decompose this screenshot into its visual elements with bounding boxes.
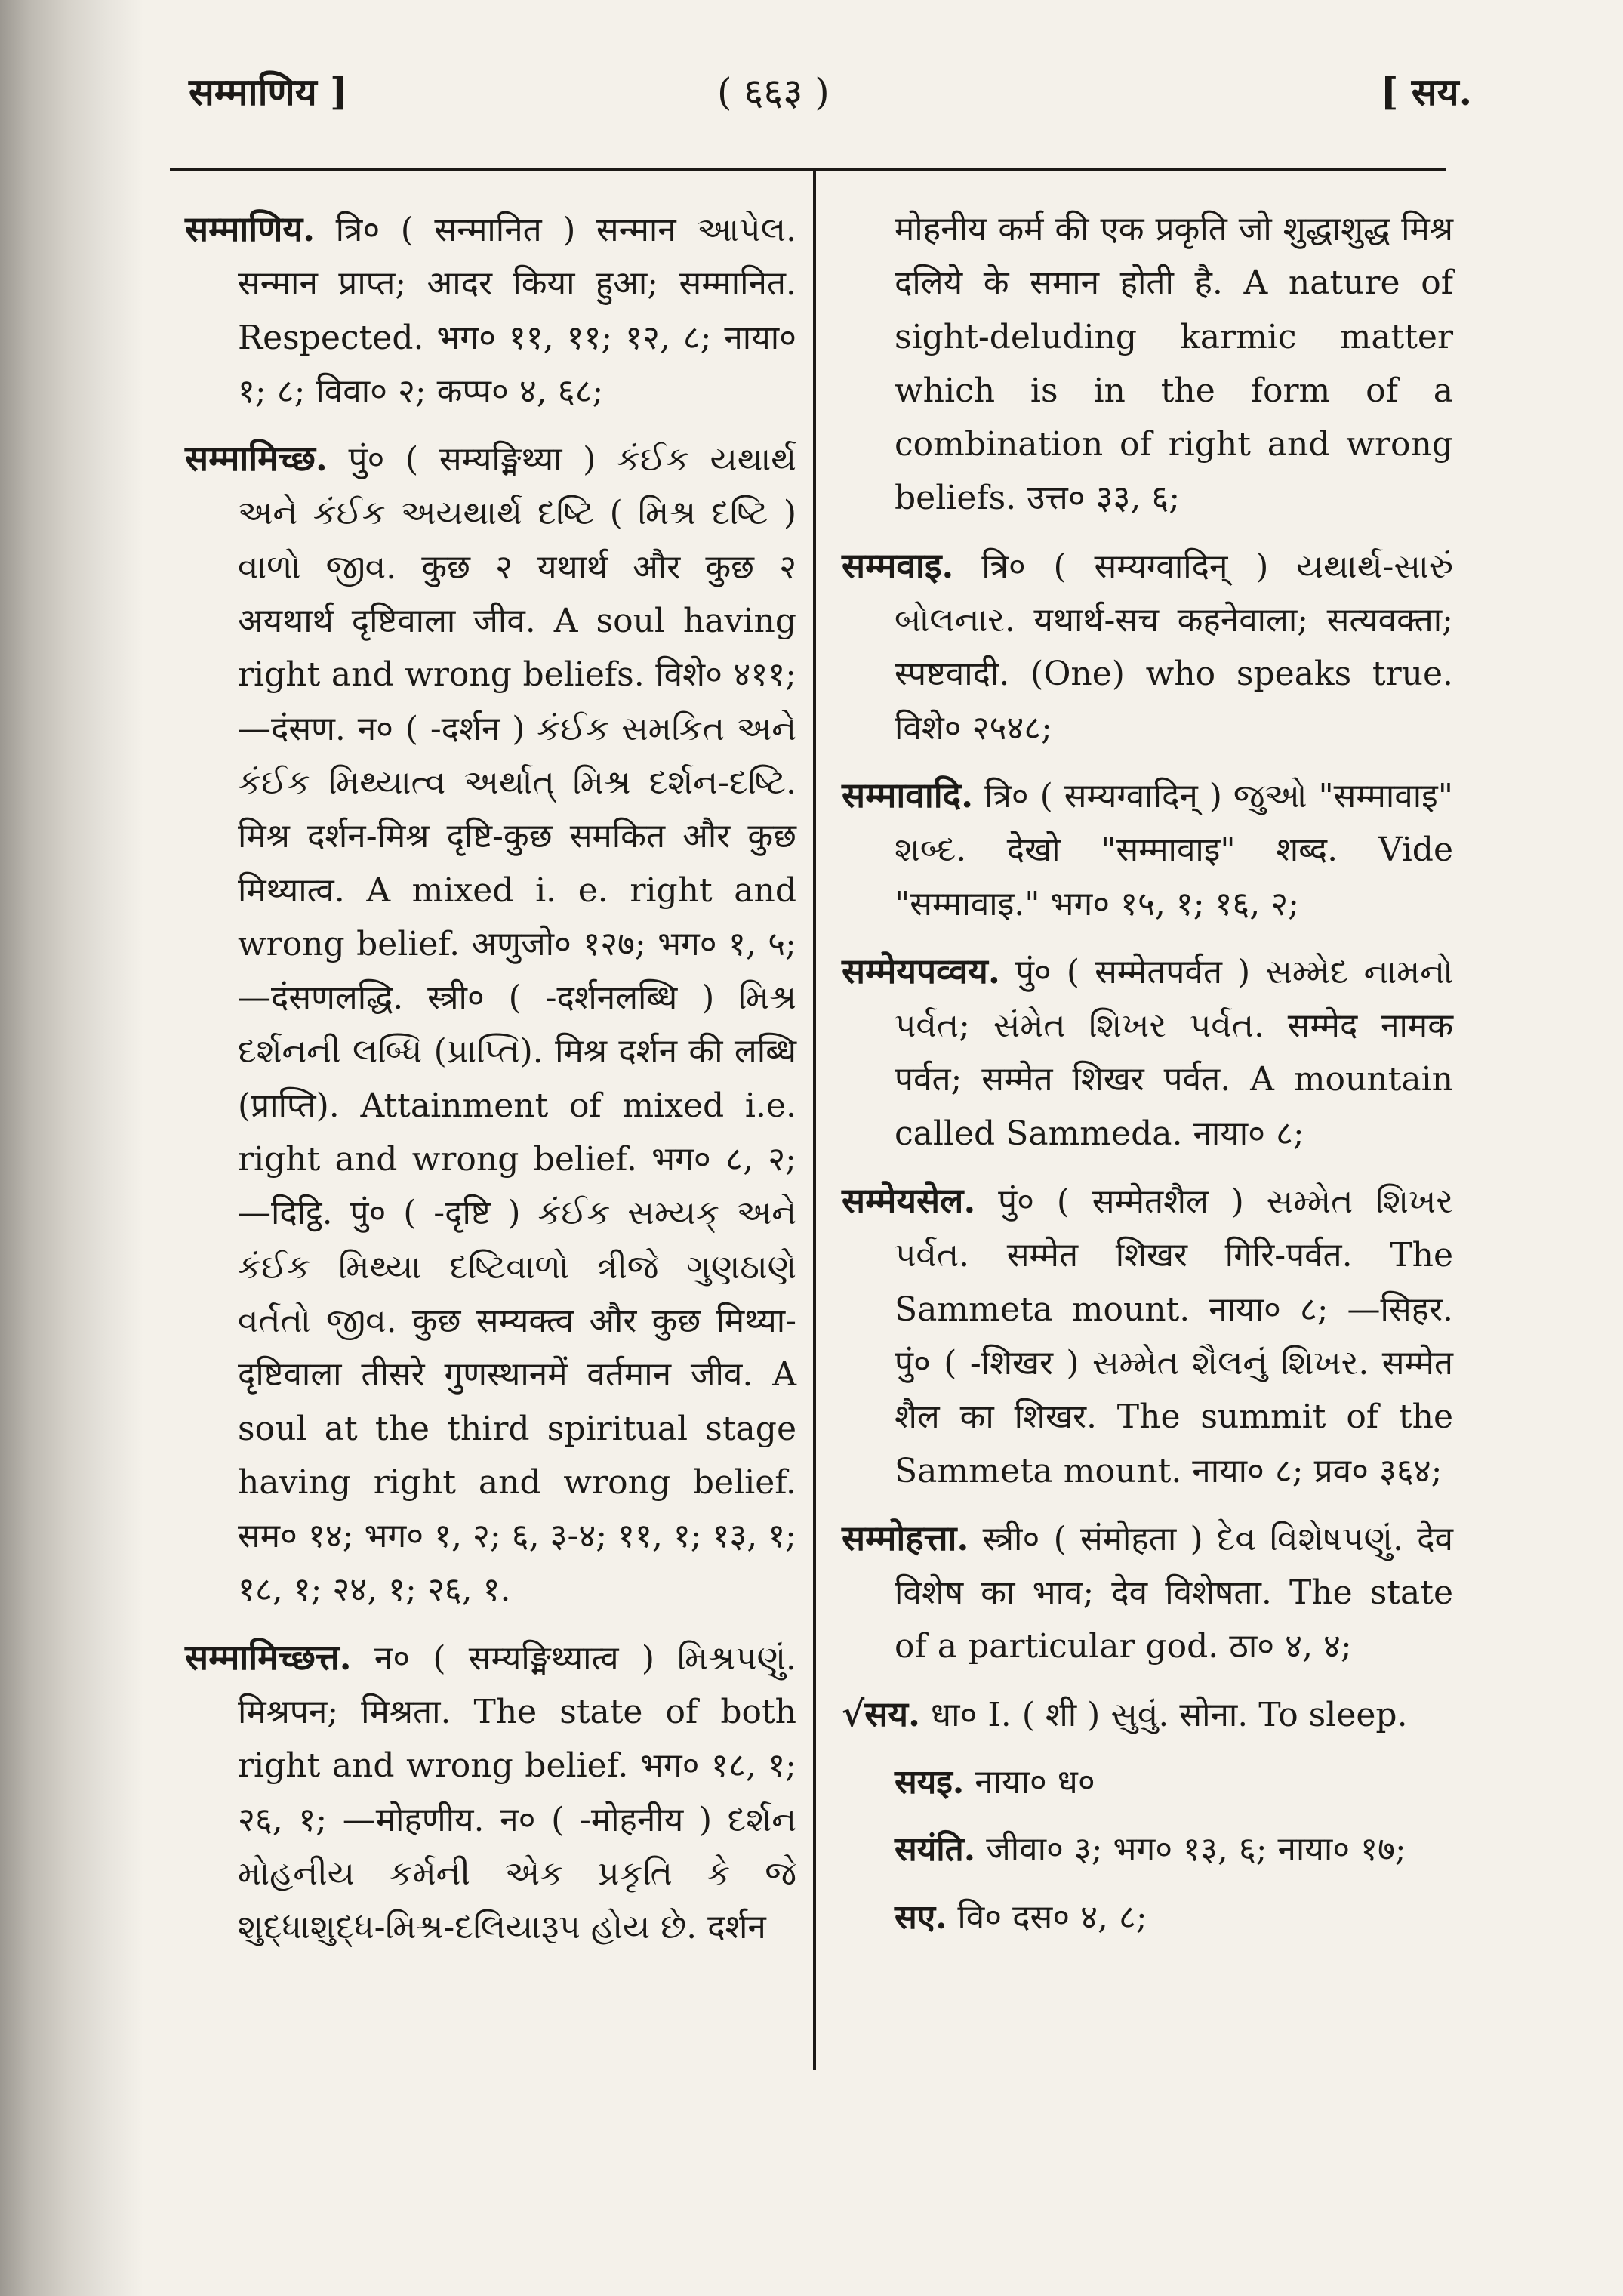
dictionary-subentry <box>842 1823 1453 1876</box>
subentry-headword: सयइ. <box>895 1763 965 1802</box>
dictionary-entry <box>842 1512 1453 1674</box>
entry-body: पुं० ( सम्मेतशैल ) સમ્મેત શિખર પર્વત. सम्मेत शिखर गिरि-पर्वत. The Sammeta mount. नाया० ८; —सिहर. पुं० ( -शिखर ) સમ્મેત શૈલનું શિખર. सम्मेत शैल का शिखर. The summit of the Sammeta mount. नाया० ८; प्रव० ३६४; <box>895 1182 1453 1490</box>
headword: सम्मामिच्छत्त. <box>185 1636 352 1678</box>
header-right-guideword: [ सय. <box>1380 69 1472 114</box>
right-column <box>842 202 1453 1958</box>
dictionary-entry <box>842 769 1453 931</box>
page-number: ( ६६३ ) <box>717 70 830 114</box>
dictionary-entry <box>842 945 1453 1160</box>
headword: √सय. <box>842 1693 921 1734</box>
dictionary-entry <box>185 1631 796 1955</box>
entry-body: स्त्री० ( संमोहता ) દેવ વિશેષપણું. देव विशेष का भाव; देव विशेषता. The state of a particular god. ठा० ४, ४; <box>895 1519 1453 1666</box>
entry-body: त्रि० ( सम्यग्वादिन् ) જુઓ "सम्मावाइ" શબ્દ. देखो "सम्मावाइ" शब्द. Vide "सम्मावाइ." भग० १५, १; १६, २; <box>895 776 1453 923</box>
page-header <box>174 65 1472 133</box>
column-divider <box>813 168 816 2070</box>
dictionary-entry <box>185 202 796 418</box>
headword: सम्मेयसेल. <box>842 1180 976 1222</box>
headword: सम्मवाइ. <box>842 544 954 586</box>
headword: सम्मेयपव्वय. <box>842 950 1000 991</box>
entry-body: पुं० ( सम्मेतपर्वत ) સમ્મેદ નામનો પર્વત; સંમેત શિખર પર્વત. सम्मेद नामक पर्वत; सम्मेत शिखर पर्वत. A mountain called Sammeda. नाया० ८; <box>895 952 1453 1153</box>
entry-body: धा० I. ( शी ) સુવું. सोना. To sleep. <box>931 1695 1408 1734</box>
entry-body: न० ( सम्यङ्मिथ्यात्व ) મિશ્રપણું. मिश्रपन; मिश्रता. The state of both right and wrong belief. भग० १८, १; २६, १; —मोहणीय. न० ( -मोहनीय ) દર્શન મોહનીય કર્મની એક પ્રકૃતિ કે જે શુદ્ધાશુદ્ધ-મિશ્ર-દલિયારૂપ હોય છે. दर्शन <box>238 1638 796 1947</box>
dictionary-subentry <box>842 1891 1453 1944</box>
header-left-guideword: सम्माणिय ] <box>189 69 348 114</box>
headword: सम्माणिय. <box>185 208 316 249</box>
dictionary-entry-continued <box>842 202 1453 525</box>
scanned-page-edge <box>0 0 143 2296</box>
headword: सम्मोहत्ता. <box>842 1517 969 1558</box>
subentry-body: जीवा० ३; भग० १३, ६; नाया० १७; <box>986 1830 1406 1869</box>
subentry-body: नाया० ध० <box>975 1763 1095 1802</box>
entry-body: मोहनीय कर्म की एक प्रकृति जो शुद्धाशुद्ध मिश्र दलिये के समान होती है. A nature of sight-deluding karmic matter which is in the form of a combination of right and wrong beliefs. उत्त० ३३, ६; <box>895 210 1453 518</box>
entry-body: त्रि० ( सन्मानित ) सन्मान આપેલ. सन्मान प्राप्त; आदर किया हुआ; सम्मानित. Respected. भग० ११, ११; १२, ८; नाया० १; ८; विवा० २; कप्प० ४, ६८; <box>238 211 796 411</box>
dictionary-entry <box>842 1174 1453 1498</box>
left-column <box>185 202 796 1968</box>
dictionary-entry <box>842 539 1453 755</box>
dictionary-subentry <box>842 1755 1453 1809</box>
dictionary-entry <box>185 432 796 1617</box>
entry-body: पुं० ( सम्यङ्मिथ्या ) કંઈક યથાર્થ અને કંઈક અયથાર્થ દષ્ટિ ( મિશ્ર દષ્ટિ ) વાળો જીવ. कुछ २ यथार्थ और कुछ २ अयथार्थ दृष्टिवाला जीव. A soul having right and wrong beliefs. विशे० ४११; —दंसण. न० ( -दर्शन ) કંઈક સમકિત અને કંઈક મિથ્યાત્વ અર્થાત્ મિશ્ર દર્શન-દષ્ટિ. मिश्र दर्शन-मिश्र दृष्टि-कुछ समकित और कुछ मिथ्यात्व. A mixed i. e. right and wrong belief. अणुजो० १२७; भग० १, ५; —दंसणलद्धि. स्त्री० ( -दर्शनलब्धि ) મિશ્ર દર્શનની લબ્ધિ (પ્રાપ્તિ). मिश्र दर्शन की लब्धि (प्राप्ति). Attainment of mixed i.e. right and wrong belief. भग० ८, २; —दिट्ठि. पुं० ( -दृष्टि ) કંઈક સમ્યક્ અને કંઈક મિથ્યા દષ્ટિવાળો ત્રીજે ગુણઠાણે વર્તતો જીવ. कुछ सम्यक्त्व और कुछ मिथ्या-दृष्टिवाला तीसरे गुणस्थानमें वर्तमान जीव. A soul at the third spiritual stage having right and wrong belief. सम० १४; भग० १, २; ६, ३-४; ११, १; १३, १; १८, १; २४, १; २६, १. <box>238 440 796 1610</box>
dictionary-entry <box>842 1687 1453 1742</box>
subentry-headword: सयंति. <box>895 1830 976 1869</box>
headword: सम्मावादि. <box>842 774 974 815</box>
subentry-body: वि० दस० ४, ८; <box>957 1897 1147 1937</box>
entry-body: त्रि० ( सम्यग्वादिन् ) યથાર્થ-સારું બોલનાર. यथार्थ-सच कहनेवाला; सत्यवक्ता; स्पष्टवादी. (One) who speaks true. विशे० २५४८; <box>895 547 1453 747</box>
headword: सम्मामिच्छ. <box>185 438 328 479</box>
header-rule <box>170 168 1446 171</box>
subentry-headword: सए. <box>895 1897 947 1937</box>
